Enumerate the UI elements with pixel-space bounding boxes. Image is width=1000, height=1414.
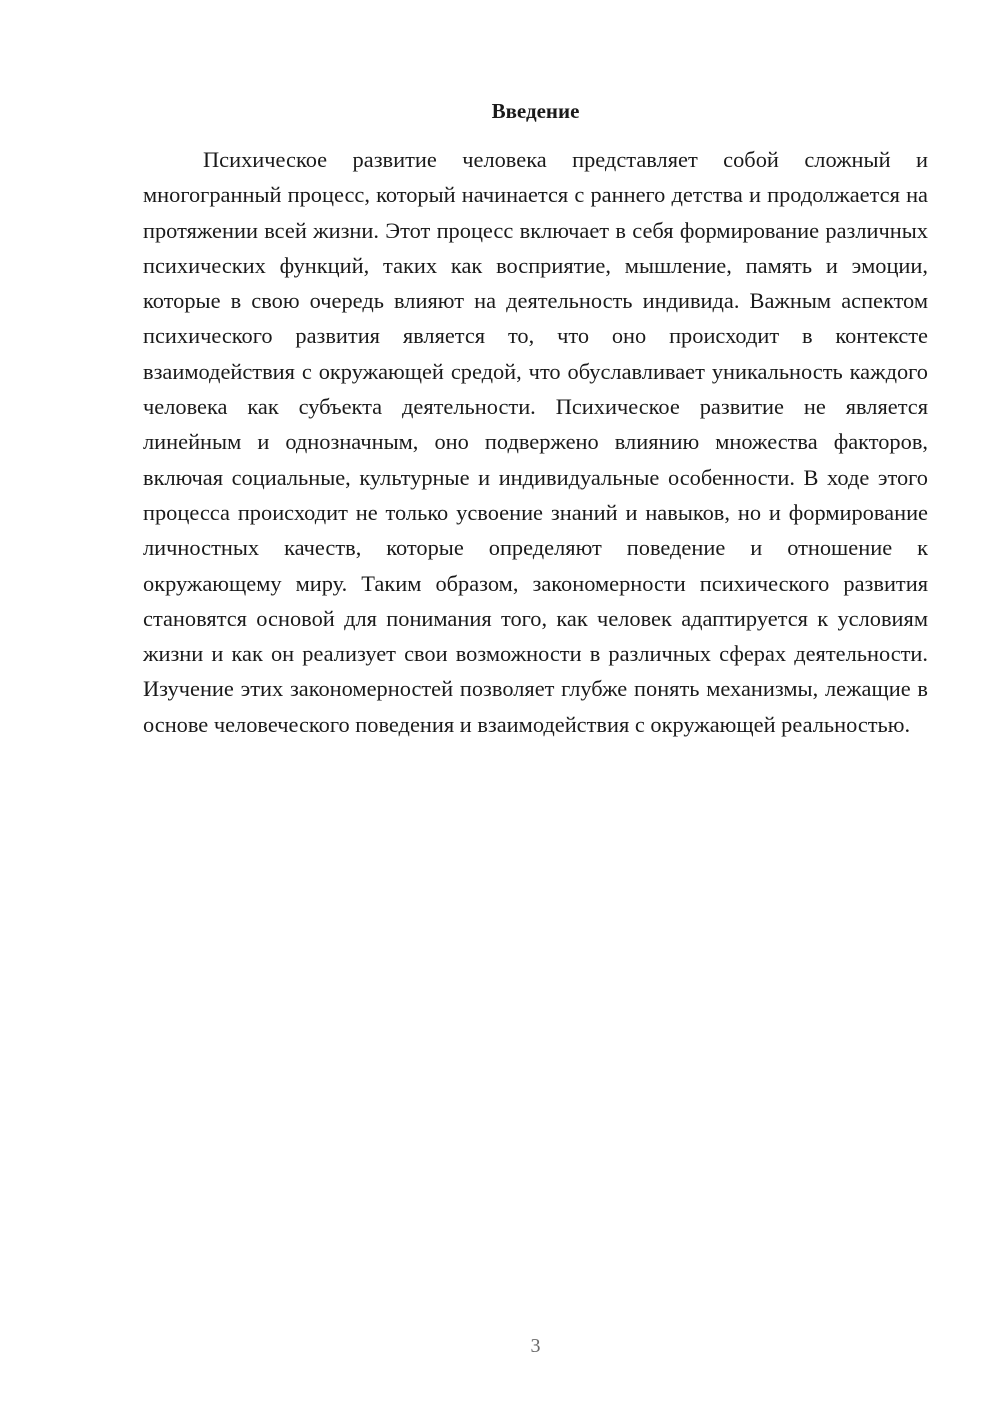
- section-title: Введение: [491, 99, 580, 123]
- page-number: 3: [530, 1335, 541, 1357]
- body-paragraph: Психическое развитие человека представляет собой сложный и многогранный процесс, который начинается с раннего детства и продолжается на протяжении всей жизни. Этот процесс включает в себя формирование различных психических функций, таких как восприятие, мышление, память и эмоции, которые в свою очередь влияют на деятельность индивида. Важным аспектом психического развития является то, что оно происходит в контексте взаимодействия с окружающей средой, что обуславливает уникальность каждого человека как субъекта деятельности. Психическое развитие не является линейным и однозначным, оно подвержено влиянию множества факторов, включая социальные, культурные и индивидуальные особенности. В ходе этого процесса происходит не только усвоение знаний и навыков, но и формирование личностных качеств, которые определяют поведение и отношение к окружающему миру. Таким образом, закономерности психического развития становятся основой для понимания того, как человек адаптируется к условиям жизни и как он реализует свои возможности в различных сферах деятельности. Изучение этих закономерностей позволяет глубже понять механизмы, лежащие в основе человеческого поведения и взаимодействия с окружающей реальностью.: [143, 147, 928, 737]
